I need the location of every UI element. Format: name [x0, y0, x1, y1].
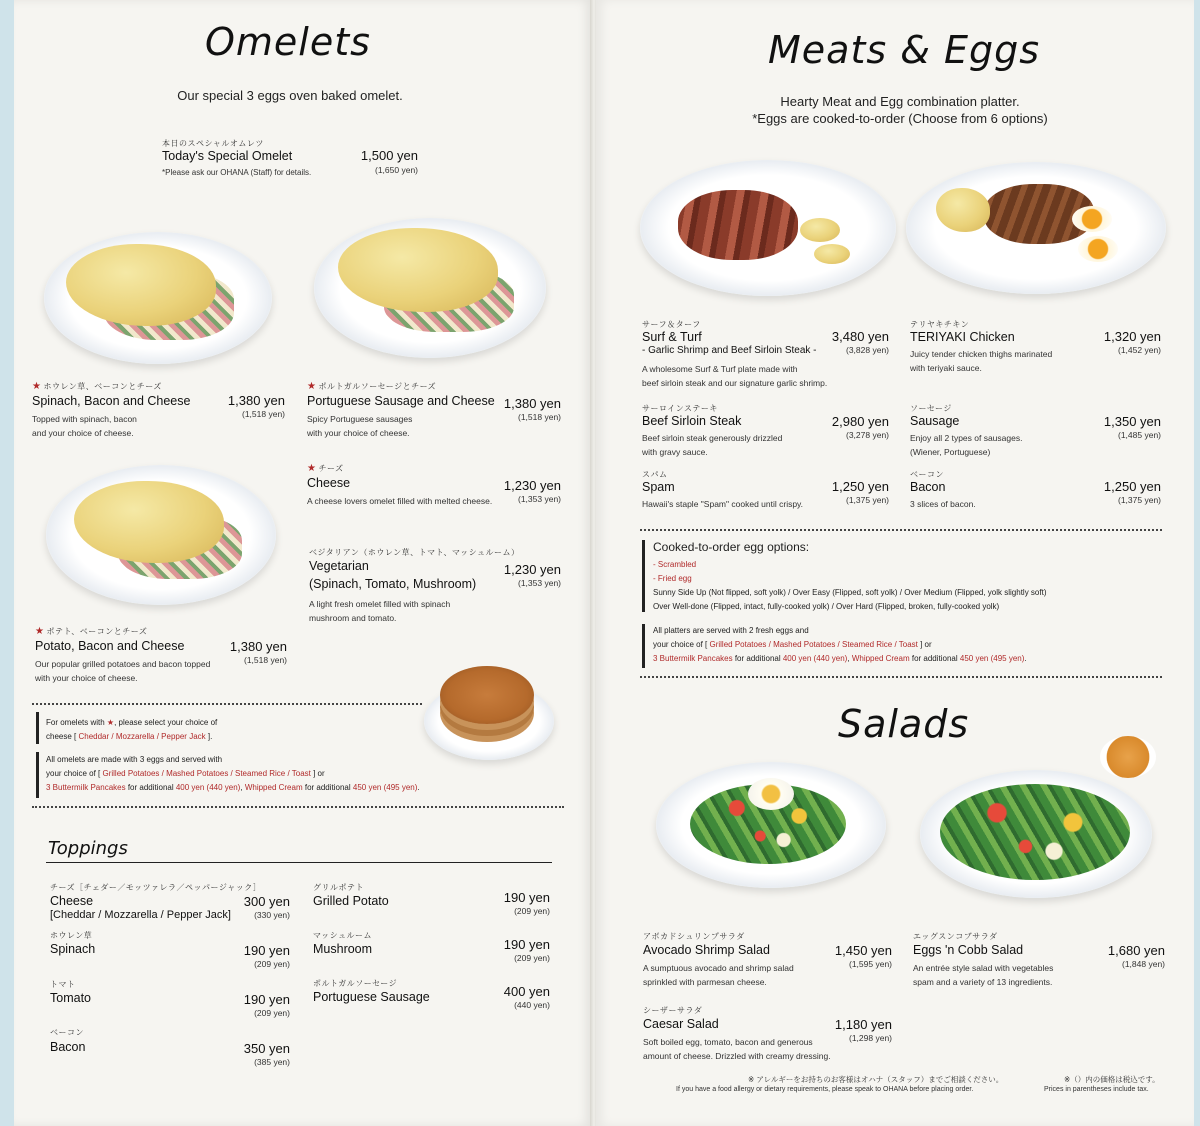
- sirloin-tax: (3,278 yen): [846, 430, 889, 440]
- surf-and-turf-image: [640, 160, 896, 296]
- topping-mushroom-jp: マッシュルーム: [313, 931, 373, 940]
- allergy-note-jp: ※ アレルギーをお持ちのお客様はオハナ（スタッフ）までご相談ください。: [748, 1075, 1004, 1084]
- toppings-rule: [46, 862, 552, 863]
- portuguese-omelet-name: Portuguese Sausage and Cheese: [307, 394, 495, 408]
- spam-jp: スパム: [642, 470, 668, 479]
- dressing-cup-image: [1100, 736, 1156, 778]
- topping-mushroom-price: 190 yen: [503, 937, 550, 952]
- star-icon: ★: [106, 718, 115, 727]
- topping-cheese-options: [Cheddar / Mozzarella / Pepper Jack]: [50, 909, 231, 921]
- bacon-name: Bacon: [910, 480, 946, 494]
- vegetarian-omelet-name-2: (Spinach, Tomato, Mushroom): [309, 577, 477, 591]
- cobb-salad-name: Eggs 'n Cobb Salad: [913, 943, 1024, 957]
- sausage-jp: ソーセージ: [910, 404, 952, 413]
- sirloin-desc-1: Beef sirloin steak generously drizzled: [642, 433, 783, 443]
- topping-spinach-name: Spinach: [50, 942, 96, 956]
- topping-portuguese-sausage-tax: (440 yen): [514, 1000, 550, 1010]
- topping-spinach-price: 190 yen: [243, 943, 290, 958]
- spinach-omelet-desc-1: Topped with spinach, bacon: [32, 414, 137, 424]
- meats-eggs-title: Meats & Eggs: [768, 28, 1040, 72]
- egg-option-styles-1: Sunny Side Up (Not flipped, soft yolk) / Over Easy (Flipped, soft yolk) / Over Medium (Flipped, yolk slightly soft): [653, 588, 1047, 597]
- potato-omelet-name: Potato, Bacon and Cheese: [35, 639, 185, 653]
- sirloin-name: Beef Sirloin Steak: [642, 414, 742, 428]
- topping-portuguese-sausage-name: Portuguese Sausage: [313, 990, 430, 1004]
- omelets-subtitle: Our special 3 eggs oven baked omelet.: [177, 88, 403, 103]
- avocado-salad-jp: アボカドシュリンプサラダ: [643, 932, 745, 941]
- cheese-omelet-desc: A cheese lovers omelet filled with melted cheese.: [307, 496, 493, 506]
- caesar-salad-tax: (1,298 yen): [849, 1033, 892, 1043]
- vegetarian-omelet-name: Vegetarian: [309, 559, 369, 573]
- sirloin-price: 2,980 yen: [831, 414, 889, 429]
- salads-title: Salads: [838, 702, 970, 746]
- sausage-tax: (1,485 yen): [1118, 430, 1161, 440]
- bacon-desc: 3 slices of bacon.: [910, 499, 976, 509]
- special-note: *Please ask our OHANA (Staff) for details.: [162, 168, 312, 177]
- vegetarian-omelet-jp: ベジタリアン（ホウレン草、トマト、マッシュルーム）: [309, 548, 520, 557]
- divider-dotted: [32, 806, 564, 808]
- caesar-salad-desc-2: amount of cheese. Drizzled with creamy dressing.: [643, 1051, 831, 1061]
- potato-omelet-desc-1: Our popular grilled potatoes and bacon topped: [35, 659, 211, 669]
- egg-option-fried: - Fried egg: [653, 574, 692, 583]
- star-icon: ★: [307, 381, 317, 392]
- topping-bacon-price: 350 yen: [243, 1041, 290, 1056]
- topping-spinach-tax: (209 yen): [254, 959, 290, 969]
- special-tax-price: (1,650 yen): [375, 165, 418, 175]
- cheese-omelet-jp: ★ チーズ: [307, 463, 344, 474]
- platter-note-bar: [642, 624, 645, 668]
- spinach-omelet-tax: (1,518 yen): [242, 409, 285, 419]
- platters-served-note: All platters are served with 2 fresh eggs and your choice of [ Grilled Potatoes / Mashed Potatoes / Steamed Rice / Toast ] or 3 Buttermilk Pancakes for additional 400 yen (440 yen), Whipped Cream for additional 450 yen (495 yen).: [653, 626, 1027, 663]
- topping-grilled-potato-name: Grilled Potato: [313, 894, 389, 908]
- pancakes-image: [424, 682, 554, 760]
- bacon-jp: ベーコン: [910, 470, 944, 479]
- topping-bacon-tax: (385 yen): [254, 1057, 290, 1067]
- surf-turf-desc-2: beef sirloin steak and our signature garlic shrimp.: [642, 378, 828, 388]
- special-jp-name: 本日のスペシャルオムレツ: [162, 139, 264, 148]
- cobb-salad-tax: (1,848 yen): [1122, 959, 1165, 969]
- topping-cheese-name: Cheese: [50, 894, 94, 908]
- avocado-shrimp-salad-image: [656, 762, 886, 888]
- omelets-served-note: All omelets are made with 3 eggs and served with your choice of [ Grilled Potatoes / Mashed Potatoes / Steamed Rice / Toast ] or 3 Buttermilk Pancakes for additional 400 yen (440 yen), Whipped Cream for additional 450 yen (495 yen).: [46, 755, 420, 792]
- surf-turf-tax: (3,828 yen): [846, 345, 889, 355]
- spinach-omelet-desc-2: and your choice of cheese.: [32, 428, 134, 438]
- portuguese-omelet-desc-1: Spicy Portuguese sausages: [307, 414, 413, 424]
- omelets-title: Omelets: [205, 20, 371, 64]
- portuguese-omelet-image: [314, 218, 546, 358]
- teriyaki-name: TERIYAKI Chicken: [910, 330, 1015, 344]
- avocado-salad-tax: (1,595 yen): [849, 959, 892, 969]
- meats-subtitle-1: Hearty Meat and Egg combination platter.: [780, 94, 1020, 109]
- cobb-salad-desc-1: An entrée style salad with vegetables: [913, 963, 1054, 973]
- cheese-omelet-name: Cheese: [307, 476, 351, 490]
- served-note-bar: [36, 752, 39, 798]
- topping-tomato-jp: トマト: [50, 980, 76, 989]
- topping-mushroom-tax: (209 yen): [514, 953, 550, 963]
- topping-bacon-jp: ベーコン: [50, 1028, 84, 1037]
- spam-desc: Hawaii's staple "Spam" cooked until crispy.: [642, 499, 804, 509]
- topping-tomato-tax: (209 yen): [254, 1008, 290, 1018]
- topping-spinach-jp: ホウレン草: [50, 931, 93, 940]
- cheese-omelet-price: 1,230 yen: [503, 478, 561, 493]
- teriyaki-desc-1: Juicy tender chicken thighs marinated: [910, 349, 1053, 359]
- egg-option-styles-2: Over Well-done (Flipped, intact, fully-cooked yolk) / Over Hard (Flipped, broken, fully-cooked yolk): [653, 602, 1000, 611]
- divider-dotted: [32, 703, 422, 705]
- egg-options-bar: [642, 540, 645, 612]
- topping-tomato-price: 190 yen: [243, 992, 290, 1007]
- caesar-salad-name: Caesar Salad: [643, 1017, 719, 1031]
- divider-dotted: [640, 676, 1162, 678]
- sausage-desc-1: Enjoy all 2 types of sausages.: [910, 433, 1023, 443]
- spinach-omelet-image: [44, 232, 272, 364]
- bacon-tax: (1,375 yen): [1118, 495, 1161, 505]
- spam-name: Spam: [642, 480, 675, 494]
- cobb-salad-image: [920, 770, 1152, 898]
- sausage-desc-2: (Wiener, Portuguese): [910, 447, 991, 457]
- cheese-omelet-tax: (1,353 yen): [518, 494, 561, 504]
- vegetarian-omelet-price: 1,230 yen: [503, 562, 561, 577]
- potato-omelet-image: [46, 465, 276, 605]
- cheese-note-bar: [36, 712, 39, 744]
- caesar-salad-desc-1: Soft boiled egg, tomato, bacon and generous: [643, 1037, 813, 1047]
- portuguese-omelet-price: 1,380 yen: [503, 396, 561, 411]
- spam-tax: (1,375 yen): [846, 495, 889, 505]
- surf-turf-price: 3,480 yen: [831, 329, 889, 344]
- avocado-salad-name: Avocado Shrimp Salad: [643, 943, 770, 957]
- teriyaki-tax: (1,452 yen): [1118, 345, 1161, 355]
- special-price: 1,500 yen: [360, 148, 418, 163]
- topping-tomato-name: Tomato: [50, 991, 91, 1005]
- sausage-price: 1,350 yen: [1103, 414, 1161, 429]
- special-name: Today's Special Omelet: [162, 149, 293, 163]
- surf-turf-subname: - Garlic Shrimp and Beef Sirloin Steak -: [642, 345, 817, 356]
- vegetarian-omelet-desc-1: A light fresh omelet filled with spinach: [309, 599, 451, 609]
- caesar-salad-jp: シーザーサラダ: [643, 1006, 703, 1015]
- topping-portuguese-sausage-price: 400 yen: [503, 984, 550, 999]
- spinach-omelet-jp: ★ ホウレン草、ベーコンとチーズ: [32, 381, 162, 392]
- avocado-salad-desc-1: A sumptuous avocado and shrimp salad: [643, 963, 794, 973]
- topping-grilled-potato-price: 190 yen: [503, 890, 550, 905]
- potato-omelet-desc-2: with your choice of cheese.: [35, 673, 138, 683]
- egg-option-scrambled: - Scrambled: [653, 560, 697, 569]
- topping-mushroom-name: Mushroom: [313, 942, 373, 956]
- divider-dotted: [640, 529, 1162, 531]
- topping-grilled-potato-tax: (209 yen): [514, 906, 550, 916]
- portuguese-omelet-tax: (1,518 yen): [518, 412, 561, 422]
- cobb-salad-price: 1,680 yen: [1107, 943, 1165, 958]
- portuguese-omelet-desc-2: with your choice of cheese.: [307, 428, 410, 438]
- avocado-salad-desc-2: sprinkled with parmesan cheese.: [643, 977, 767, 987]
- topping-grilled-potato-jp: グリルポテト: [313, 883, 364, 892]
- toppings-title: Toppings: [48, 838, 128, 859]
- spinach-omelet-price: 1,380 yen: [227, 393, 285, 408]
- cheese-choice-note: For omelets with ★, please select your choice of cheese [ Cheddar / Mozzarella / Pepper Jack ].: [46, 718, 218, 741]
- sirloin-jp: サーロインステーキ: [642, 404, 718, 413]
- teriyaki-desc-2: with teriyaki sauce.: [910, 363, 982, 373]
- topping-cheese-price: 300 yen: [243, 894, 290, 909]
- star-icon: ★: [35, 626, 45, 637]
- teriyaki-chicken-image: [906, 162, 1166, 294]
- egg-options-title: Cooked-to-order egg options:: [653, 540, 810, 554]
- cobb-salad-desc-2: spam and a variety of 13 ingredients.: [913, 977, 1053, 987]
- topping-cheese-jp: チーズ［チェダー／モッツァレラ／ペッパージャック］: [50, 883, 262, 892]
- topping-portuguese-sausage-jp: ポルトガルソーセージ: [313, 979, 398, 988]
- star-icon: ★: [32, 381, 42, 392]
- cobb-salad-jp: エッグスンコブサラダ: [913, 932, 998, 941]
- portuguese-omelet-jp: ★ ポルトガルソーセージとチーズ: [307, 381, 437, 392]
- teriyaki-jp: テリヤキチキン: [910, 320, 970, 329]
- potato-omelet-jp: ★ ポテト、ベーコンとチーズ: [35, 626, 148, 637]
- caesar-salad-price: 1,180 yen: [834, 1017, 892, 1032]
- bacon-price: 1,250 yen: [1103, 479, 1161, 494]
- sausage-name: Sausage: [910, 414, 960, 428]
- vegetarian-omelet-tax: (1,353 yen): [518, 578, 561, 588]
- spam-price: 1,250 yen: [831, 479, 889, 494]
- potato-omelet-price: 1,380 yen: [229, 639, 287, 654]
- surf-turf-desc-1: A wholesome Surf & Turf plate made with: [642, 364, 798, 374]
- spinach-omelet-name: Spinach, Bacon and Cheese: [32, 394, 191, 408]
- star-icon: ★: [307, 463, 317, 474]
- potato-omelet-tax: (1,518 yen): [244, 655, 287, 665]
- surf-turf-jp: サーフ＆ターフ: [642, 320, 701, 329]
- tax-note-en: Prices in parentheses include tax.: [1044, 1086, 1149, 1093]
- allergy-note-en: If you have a food allergy or dietary requirements, please speak to OHANA before placing order.: [676, 1086, 974, 1093]
- sirloin-desc-2: with gravy sauce.: [642, 447, 708, 457]
- surf-turf-name: Surf & Turf: [642, 330, 702, 344]
- avocado-salad-price: 1,450 yen: [834, 943, 892, 958]
- teriyaki-price: 1,320 yen: [1103, 329, 1161, 344]
- topping-cheese-tax: (330 yen): [254, 910, 290, 920]
- topping-bacon-name: Bacon: [50, 1040, 86, 1054]
- tax-note-jp: ※（）内の価格は税込です。: [1064, 1075, 1160, 1084]
- meats-subtitle-2: *Eggs are cooked-to-order (Choose from 6 options): [752, 111, 1048, 126]
- vegetarian-omelet-desc-2: mushroom and tomato.: [309, 613, 397, 623]
